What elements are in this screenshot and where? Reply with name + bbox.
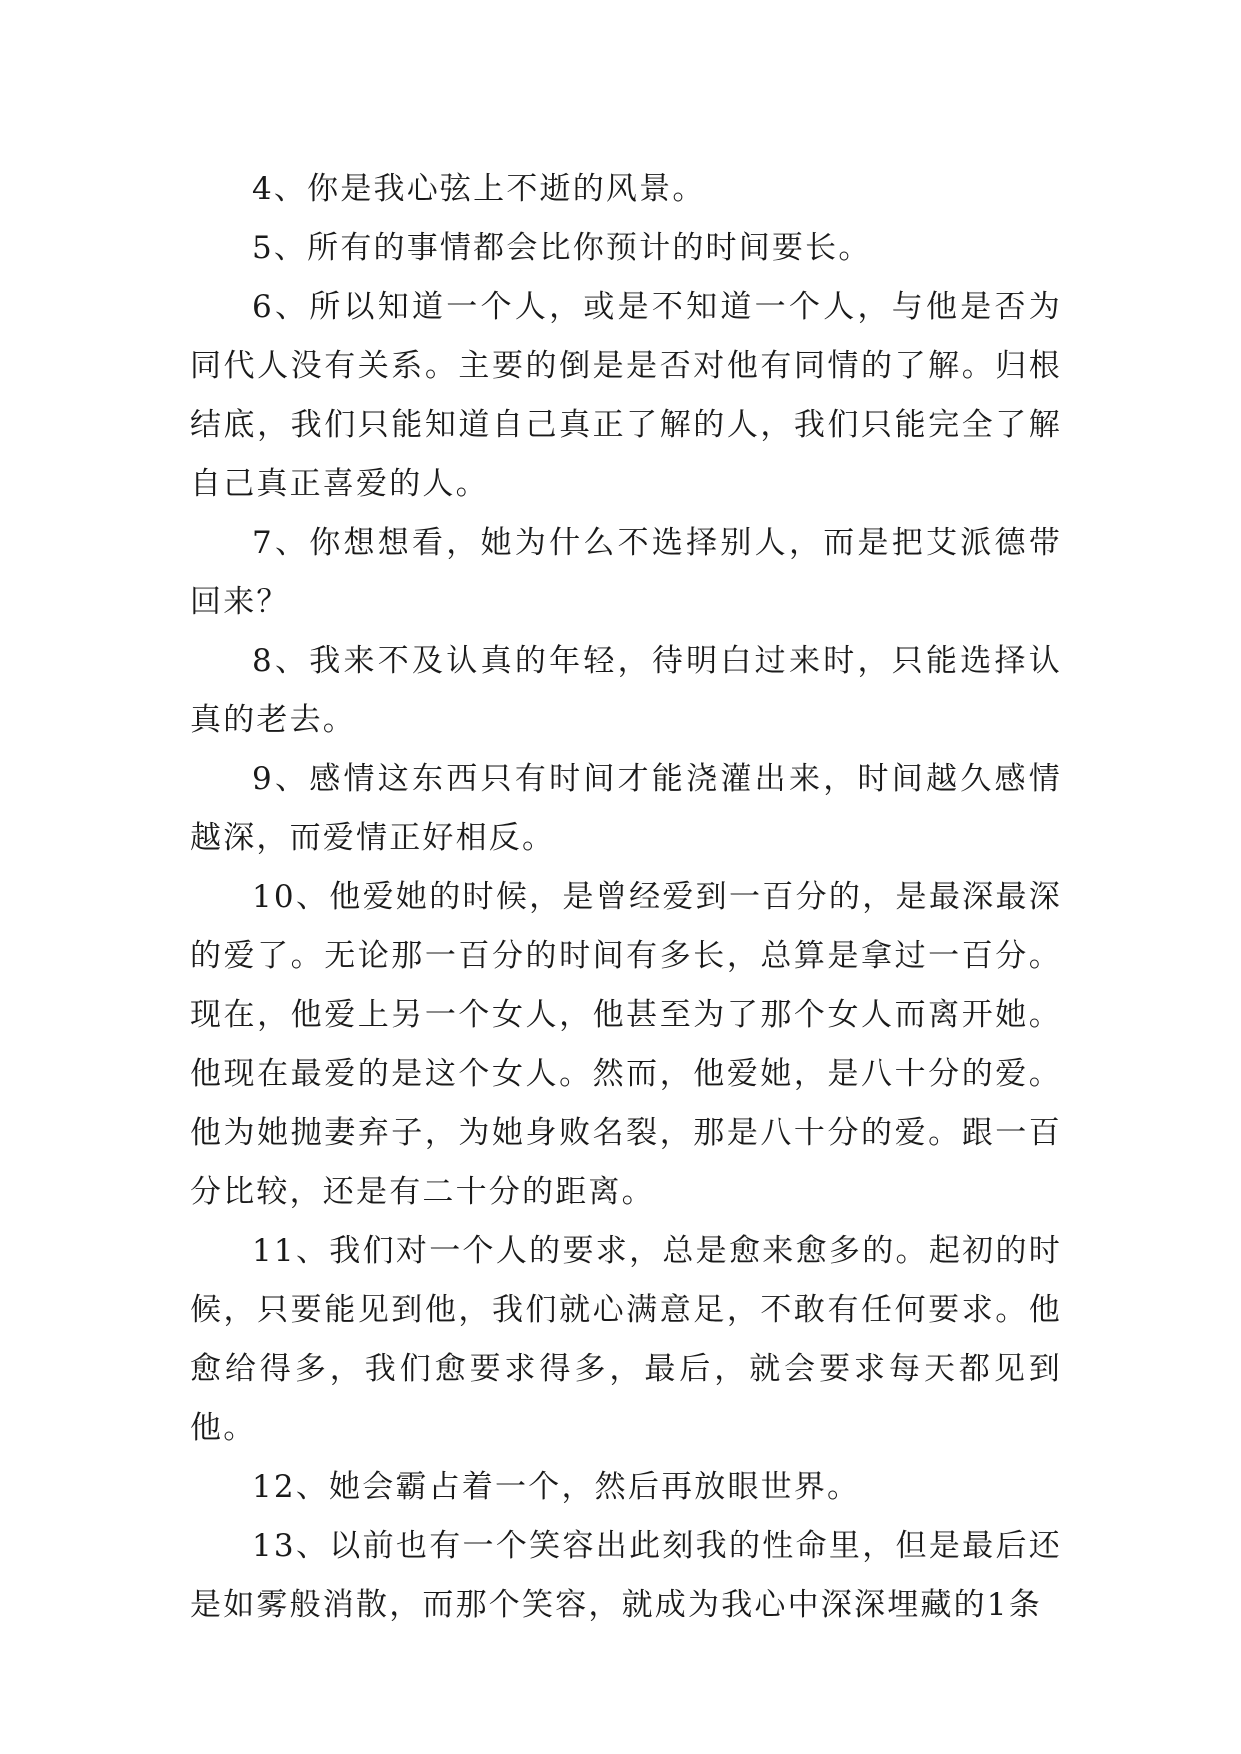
paragraph-6: 6、所以知道一个人，或是不知道一个人，与他是否为同代人没有关系。主要的倒是是否对他有同情的了解。归根结底，我们只能知道自己真正了解的人，我们只能完全了解自己真正喜爱的人。 [190,289,1062,502]
paragraph-7: 7、你想想看，她为什么不选择别人，而是把艾派德带回来？ [190,525,1062,620]
document-body [190,160,1062,1635]
paragraph-4: 4、你是我心弦上不逝的风景。 [252,171,706,207]
paragraph-5: 5、所有的事情都会比你预计的时间要长。 [252,230,872,266]
paragraph-8: 8、我来不及认真的年轻，待明白过来时，只能选择认真的老去。 [190,643,1062,738]
paragraph-9: 9、感情这东西只有时间才能浇灌出来，时间越久感情越深，而爱情正好相反。 [190,761,1062,856]
paragraph-12: 12、她会霸占着一个，然后再放眼世界。 [252,1469,861,1505]
paragraph-10: 10、他爱她的时候，是曾经爱到一百分的，是最深最深的爱了。无论那一百分的时间有多长，总算是拿过一百分。现在，他爱上另一个女人，他甚至为了那个女人而离开她。他现在最爱的是这个女人。然而，他爱她，是八十分的爱。他为她抛妻弃子，为她身败名裂，那是八十分的爱。跟一百分比较，还是有二十分的距离。 [190,879,1062,1210]
paragraph-13: 13、以前也有一个笑容出此刻我的性命里，但是最后还是如雾般消散，而那个笑容，就成为我心中深深埋藏的1条 [190,1528,1062,1623]
paragraph-11: 11、我们对一个人的要求，总是愈来愈多的。起初的时候，只要能见到他，我们就心满意足，不敢有任何要求。他愈给得多，我们愈要求得多，最后，就会要求每天都见到他。 [190,1233,1062,1446]
